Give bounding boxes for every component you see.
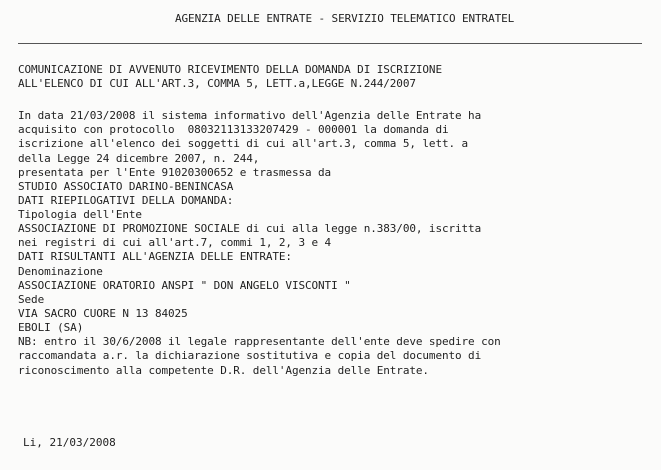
body-line-19: riconoscimento alla competente D.R. dell'Agenzia delle Entrate.: [18, 364, 429, 377]
body-line-12: Denominazione: [18, 265, 103, 278]
subject-line-1: COMUNICAZIONE DI AVVENUTO RICEVIMENTO DELLA DOMANDA DI ISCRIZIONE: [18, 63, 442, 76]
body-line-16: EBOLI (SA): [18, 321, 84, 334]
body-line-8: Tipologia dell'Ente: [18, 208, 142, 221]
body-line-10: nei registri di cui all'art.7, commi 1, 2, 3 e 4: [18, 236, 332, 249]
body-line-9: ASSOCIAZIONE DI PROMOZIONE SOCIALE di cui alla legge n.383/00, iscritta: [18, 222, 482, 235]
body-line-15: VIA SACRO CUORE N 13 84025: [18, 307, 188, 320]
header-divider: [18, 43, 642, 44]
body-line-5: presentata per l'Ente 91020300652 e trasmessa da: [18, 166, 332, 179]
document-date: Li, 21/03/2008: [23, 436, 116, 449]
body-line-17: NB: entro il 30/6/2008 il legale rappresentante dell'ente deve spedire con: [18, 335, 501, 348]
body-line-13: ASSOCIAZIONE ORATORIO ANSPI " DON ANGELO VISCONTI ": [18, 279, 351, 292]
body-line-6: STUDIO ASSOCIATO DARINO-BENINCASA: [18, 180, 234, 193]
body-line-3: iscrizione all'elenco dei soggetti di cui all'art.3, comma 5, lett. a: [18, 137, 469, 150]
body-line-14: Sede: [18, 293, 45, 306]
body-line-2: acquisito con protocollo 08032113133207429 - 000001 la domanda di: [18, 123, 449, 136]
body-line-7: DATI RIEPILOGATIVI DELLA DOMANDA:: [18, 194, 234, 207]
body-line-18: raccomandata a.r. la dichiarazione sostitutiva e copia del documento di: [18, 349, 482, 362]
body-line-1: In data 21/03/2008 il sistema informativo dell'Agenzia delle Entrate ha: [18, 109, 482, 122]
body-line-11: DATI RISULTANTI ALL'AGENZIA DELLE ENTRATE:: [18, 250, 292, 263]
subject-line-2: ALL'ELENCO DI CUI ALL'ART.3, COMMA 5, LETT.a,LEGGE N.244/2007: [18, 77, 416, 90]
document-header: AGENZIA DELLE ENTRATE - SERVIZIO TELEMATICO ENTRATEL: [175, 12, 515, 25]
body-line-4: della Legge 24 dicembre 2007, n. 244,: [18, 152, 260, 165]
